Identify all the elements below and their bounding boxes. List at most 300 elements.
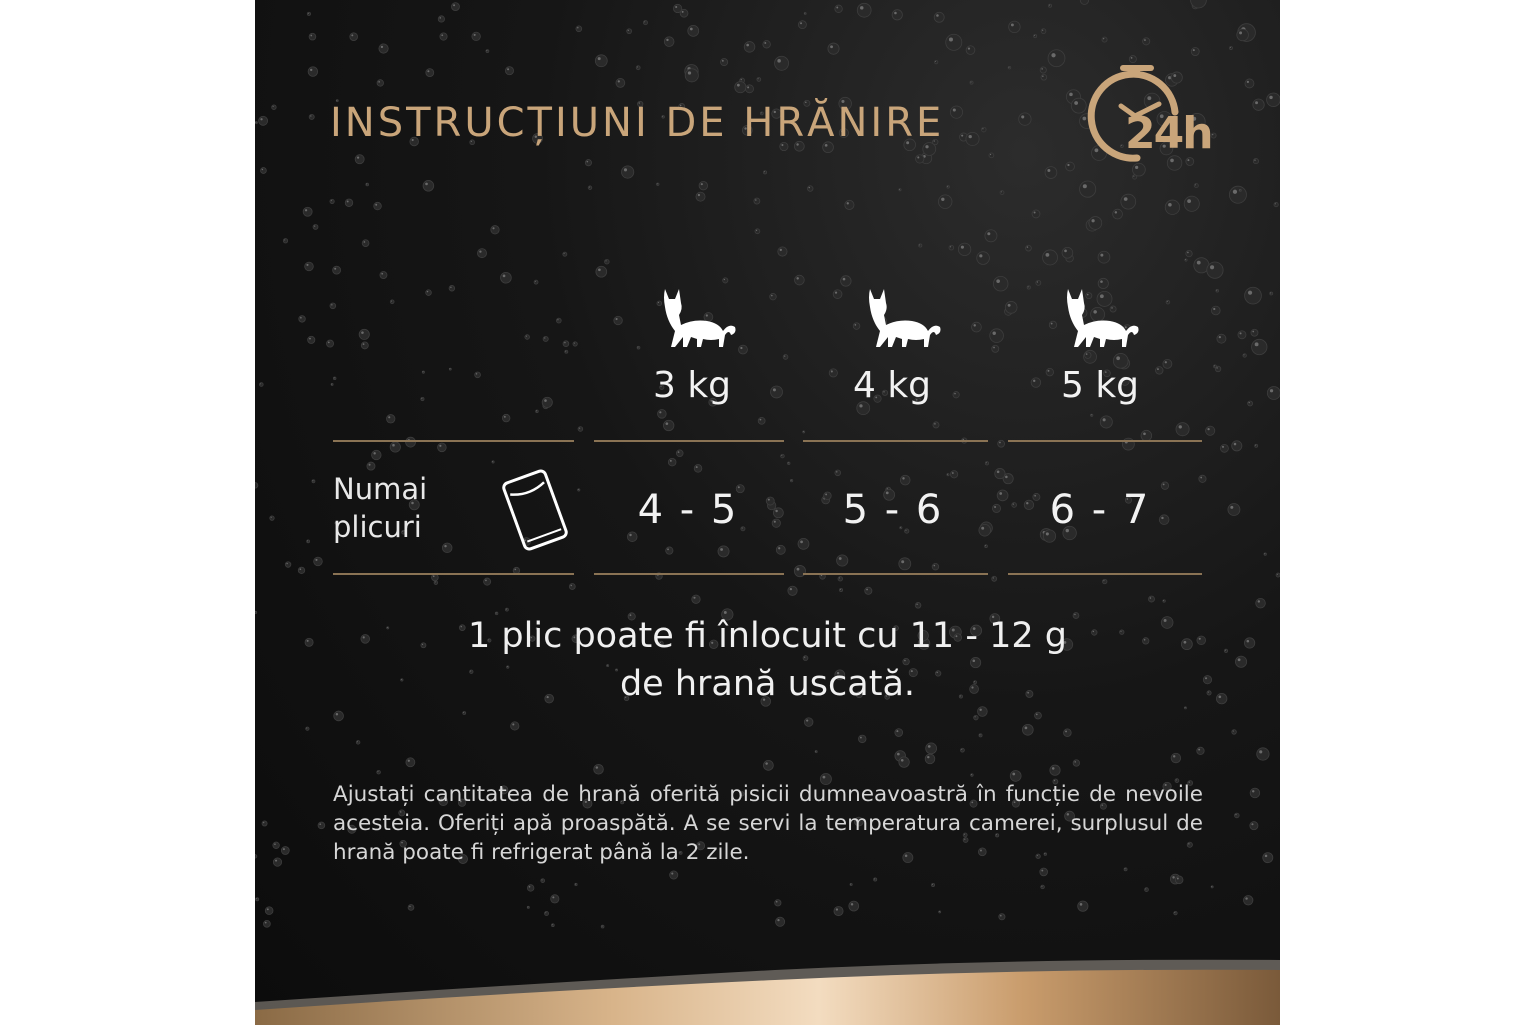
water-drop	[616, 78, 625, 87]
water-drop	[874, 878, 877, 881]
water-drop	[1040, 868, 1048, 876]
water-drop	[1026, 245, 1032, 251]
water-drop	[960, 748, 964, 752]
water-drop	[359, 329, 369, 339]
row-label-line2: plicuri	[333, 510, 422, 544]
water-drop	[992, 345, 999, 352]
water-drop	[326, 340, 333, 347]
water-drop	[534, 280, 538, 284]
water-drop	[1048, 4, 1051, 7]
water-drop	[261, 168, 267, 174]
water-drop	[551, 924, 554, 927]
water-drop	[1199, 475, 1206, 482]
weight-3kg: 3 kg	[652, 365, 732, 406]
water-drop	[643, 21, 647, 25]
substitution-note	[255, 612, 1280, 708]
water-drop	[374, 202, 382, 210]
water-drop	[1041, 885, 1045, 889]
water-drop	[694, 465, 702, 473]
water-drop	[770, 293, 777, 300]
water-drop	[933, 422, 939, 428]
water-drop	[551, 895, 559, 903]
water-drop	[536, 410, 539, 413]
water-drop	[835, 470, 841, 476]
water-drop	[502, 414, 510, 422]
water-drop	[763, 760, 773, 770]
water-drop	[676, 450, 683, 457]
water-drop	[950, 106, 962, 118]
cat-icon	[862, 285, 942, 351]
water-drop	[685, 69, 698, 82]
water-drop	[947, 474, 949, 476]
water-drop	[472, 32, 481, 41]
water-drop	[841, 276, 852, 287]
water-drop	[1186, 250, 1192, 256]
water-drop	[776, 545, 785, 554]
water-drop	[835, 5, 843, 13]
water-drop	[790, 479, 792, 481]
water-drop	[423, 180, 434, 191]
water-drop	[939, 911, 941, 913]
water-drop	[783, 355, 788, 360]
water-drop	[1064, 729, 1072, 737]
water-drop	[658, 410, 667, 419]
water-drop	[798, 538, 809, 549]
water-drop	[255, 122, 257, 124]
water-drop	[272, 105, 277, 110]
water-drop	[931, 883, 934, 886]
water-drop	[807, 186, 813, 192]
water-drop	[588, 186, 592, 190]
water-drop	[763, 171, 766, 174]
water-drop	[977, 252, 990, 265]
water-drop	[657, 183, 660, 186]
water-drop	[330, 199, 334, 203]
water-drop	[992, 576, 997, 581]
page-title: INSTRUCȚIUNI DE HRĂNIRE	[330, 100, 945, 146]
water-drop	[1143, 38, 1150, 45]
water-drop	[1245, 287, 1262, 304]
cat-icon	[657, 285, 737, 351]
water-drop	[804, 718, 813, 727]
water-drop	[1045, 167, 1057, 179]
water-drop	[926, 743, 937, 754]
water-drop	[273, 842, 280, 849]
water-drop	[949, 245, 954, 250]
substitution-note-line2: de hrană uscată.	[619, 664, 916, 704]
cat-icon	[1060, 285, 1140, 351]
water-drop	[1257, 748, 1269, 760]
water-drop	[795, 275, 805, 285]
water-drop	[621, 166, 633, 178]
water-drop	[1036, 280, 1041, 285]
water-drop	[981, 127, 986, 132]
water-drop	[563, 252, 567, 256]
portion-3kg: 4 - 5	[637, 487, 739, 533]
water-drop	[1228, 503, 1240, 515]
water-drop	[380, 271, 387, 278]
water-drop	[307, 12, 310, 15]
water-drop	[1229, 186, 1246, 203]
water-drop	[1100, 416, 1112, 428]
water-drop	[1239, 189, 1241, 191]
water-drop	[746, 85, 754, 93]
water-drop	[1000, 191, 1004, 195]
water-drop	[362, 240, 369, 247]
water-drop	[303, 207, 312, 216]
water-drop	[345, 199, 353, 207]
water-drop	[1256, 598, 1266, 608]
water-drop	[334, 711, 344, 721]
water-drop	[664, 37, 674, 47]
water-drop	[899, 189, 901, 191]
water-drop	[406, 758, 415, 767]
water-drop	[919, 244, 922, 247]
water-drop	[273, 858, 281, 866]
water-drop	[721, 58, 728, 65]
water-drop	[998, 440, 1005, 447]
weight-4kg: 4 kg	[852, 365, 932, 406]
water-drop	[527, 906, 529, 908]
water-drop	[1238, 331, 1246, 339]
water-drop	[542, 397, 552, 407]
water-drop	[838, 576, 843, 581]
water-drop	[670, 871, 678, 879]
water-drop	[367, 462, 375, 470]
water-drop	[1234, 813, 1239, 818]
weight-5kg: 5 kg	[1060, 365, 1140, 406]
water-drop	[947, 186, 950, 189]
water-drop	[1124, 868, 1127, 871]
water-drop	[355, 155, 364, 164]
water-drop	[333, 266, 341, 274]
water-drop	[1022, 724, 1033, 735]
substitution-note-line1: 1 plic poate fi înlocuit cu 11 - 12 g	[468, 616, 1067, 656]
water-drop	[259, 116, 268, 125]
water-drop	[298, 567, 304, 573]
water-drop	[1245, 79, 1254, 88]
water-drop	[576, 26, 582, 32]
water-drop	[263, 920, 270, 927]
water-drop	[692, 595, 700, 603]
water-drop	[440, 33, 447, 40]
water-drop	[1185, 259, 1187, 261]
water-drop	[1091, 414, 1093, 416]
water-drop	[723, 278, 728, 283]
water-drop	[1102, 37, 1107, 42]
water-drop	[377, 770, 381, 774]
water-drop	[434, 581, 438, 585]
water-drop	[1098, 251, 1110, 263]
water-drop	[1220, 444, 1228, 452]
water-drop	[314, 557, 323, 566]
water-drop	[377, 80, 383, 86]
water-drop	[1043, 250, 1058, 265]
water-drop	[1005, 301, 1017, 313]
water-drop	[763, 41, 771, 49]
water-drop	[511, 722, 519, 730]
water-drop	[775, 900, 781, 906]
water-drop	[313, 224, 318, 229]
water-drop	[1163, 600, 1165, 602]
water-drop	[451, 3, 459, 11]
water-drop	[366, 183, 369, 186]
water-drop	[985, 545, 988, 548]
water-drop	[1207, 262, 1223, 278]
water-drop	[1048, 50, 1065, 67]
water-drop	[680, 9, 688, 17]
water-drop	[486, 50, 489, 53]
water-drop	[449, 285, 455, 291]
water-drop	[1211, 133, 1216, 138]
water-drop	[978, 707, 988, 717]
table-divider	[594, 440, 784, 442]
table-divider	[803, 440, 988, 442]
water-drop	[853, 323, 860, 330]
water-drop	[915, 602, 921, 608]
water-drop	[775, 56, 789, 70]
water-drop	[966, 46, 975, 55]
water-drop	[849, 901, 859, 911]
water-drop	[1089, 217, 1102, 230]
water-drop	[1255, 444, 1258, 447]
water-drop	[972, 322, 982, 332]
water-drop	[985, 462, 988, 465]
water-drop	[1171, 753, 1181, 763]
water-drop	[845, 200, 854, 209]
gold-wave-band	[255, 930, 1280, 1025]
water-drop	[798, 21, 806, 29]
water-drop	[421, 397, 424, 400]
water-drop	[1252, 339, 1267, 354]
water-drop	[1197, 747, 1204, 754]
water-drop	[1078, 901, 1088, 911]
water-drop	[281, 847, 289, 855]
water-drop	[477, 249, 486, 258]
water-drop	[899, 757, 909, 767]
water-drop	[857, 3, 871, 17]
water-drop	[1041, 74, 1047, 80]
water-drop	[1251, 329, 1258, 336]
water-drop	[971, 774, 974, 777]
water-drop	[1176, 423, 1189, 436]
water-drop	[900, 475, 910, 485]
water-drop	[426, 69, 434, 77]
water-drop	[735, 82, 746, 93]
water-drop	[585, 160, 591, 166]
water-drop	[563, 341, 569, 347]
water-drop	[1049, 321, 1056, 328]
water-drop	[663, 420, 673, 430]
water-drop	[438, 443, 447, 452]
water-drop	[1066, 162, 1075, 171]
water-drop	[422, 371, 424, 373]
water-drop	[778, 247, 787, 256]
water-drop	[408, 905, 414, 911]
water-drop	[718, 546, 729, 557]
water-drop	[833, 290, 842, 299]
water-drop	[1264, 553, 1266, 555]
water-drop	[1050, 765, 1060, 775]
water-drop	[1250, 788, 1260, 798]
water-drop	[1253, 158, 1258, 163]
water-drop	[386, 415, 394, 423]
water-drop	[372, 450, 382, 460]
water-drop	[1027, 286, 1030, 289]
water-drop	[426, 290, 432, 296]
water-drop	[985, 230, 997, 242]
water-drop	[330, 303, 336, 309]
water-drop	[449, 368, 451, 370]
water-drop	[934, 60, 937, 63]
water-drop	[989, 153, 994, 158]
water-drop	[1276, 573, 1280, 577]
water-drop	[755, 229, 760, 234]
water-drop	[997, 490, 1008, 501]
water-drop	[1216, 289, 1219, 292]
water-drop	[1267, 93, 1280, 107]
water-drop	[1062, 247, 1073, 258]
water-drop	[1250, 822, 1258, 830]
water-drop	[999, 914, 1005, 920]
row-label-line1: Numai	[333, 472, 428, 506]
water-drop	[442, 543, 452, 553]
water-drop	[666, 547, 673, 554]
water-drop	[696, 192, 705, 201]
water-drop	[1232, 441, 1242, 451]
water-drop	[306, 727, 309, 730]
water-drop	[771, 386, 783, 398]
portion-4kg: 5 - 6	[842, 487, 944, 533]
water-drop	[990, 329, 1004, 343]
water-drop	[492, 461, 494, 463]
water-drop	[995, 468, 1005, 478]
water-drop	[739, 345, 748, 354]
water-drop	[431, 574, 438, 581]
water-drop	[350, 33, 358, 41]
water-drop	[1041, 29, 1046, 34]
water-drop	[688, 25, 699, 36]
water-drop	[1237, 29, 1249, 41]
water-drop	[1032, 210, 1040, 218]
water-drop	[839, 588, 842, 591]
water-drop	[1213, 365, 1216, 368]
water-drop	[776, 917, 785, 926]
water-drop	[837, 555, 848, 566]
footer-instructions: Ajustați cantitatea de hrană oferită pisicii dumneavoastră în funcție de nevoile acesteia. Oferiți apă proaspătă. A se servi la temperatura camerei, surplusul de hrană poate fi refrigerat până la 2 zile.	[333, 782, 1203, 865]
water-drop	[1243, 354, 1246, 357]
water-drop	[1034, 35, 1037, 38]
water-drop	[299, 316, 306, 323]
water-drop	[575, 883, 577, 885]
water-drop	[356, 741, 360, 745]
water-drop	[578, 489, 580, 491]
water-drop	[1019, 113, 1031, 125]
water-drop	[501, 272, 512, 283]
table-divider	[333, 440, 574, 442]
water-drop	[309, 114, 314, 119]
water-drop	[594, 764, 604, 774]
water-drop	[1229, 46, 1232, 49]
water-drop	[307, 540, 310, 543]
water-drop	[285, 562, 291, 568]
water-drop	[390, 300, 394, 304]
water-drop	[1191, 48, 1199, 56]
water-drop	[505, 67, 513, 75]
water-drop	[308, 67, 318, 77]
water-drop	[309, 33, 316, 40]
water-drop	[270, 516, 274, 520]
water-drop	[262, 821, 267, 826]
table-divider	[803, 573, 988, 575]
water-drop	[804, 12, 806, 14]
pouch-icon	[495, 465, 575, 555]
water-drop	[390, 442, 400, 452]
water-drop	[834, 906, 843, 915]
water-drop	[1148, 596, 1154, 602]
portion-5kg: 6 - 7	[1049, 487, 1151, 533]
water-drop	[1194, 184, 1198, 188]
water-drop	[543, 336, 548, 341]
water-drop	[979, 734, 982, 737]
water-drop	[491, 226, 499, 234]
water-drop	[541, 879, 545, 883]
water-drop	[556, 318, 561, 323]
water-drop	[305, 262, 314, 271]
water-drop	[958, 243, 971, 256]
water-drop	[637, 346, 640, 349]
water-drop	[858, 735, 866, 743]
water-drop	[614, 316, 622, 324]
water-drop	[1166, 300, 1170, 304]
water-drop	[596, 266, 607, 277]
water-drop	[781, 454, 785, 458]
water-drop	[1184, 196, 1199, 211]
water-drop	[283, 239, 287, 243]
water-drop	[1073, 760, 1079, 766]
water-drop	[463, 711, 466, 714]
water-drop	[992, 504, 1000, 512]
water-drop	[627, 29, 632, 34]
water-drop	[1008, 66, 1011, 69]
water-drop	[438, 16, 444, 22]
water-drop	[925, 754, 935, 764]
water-drop	[828, 43, 839, 54]
water-drop	[815, 751, 817, 753]
water-drop	[1211, 886, 1213, 888]
water-drop	[1232, 730, 1237, 735]
table-divider	[333, 573, 574, 575]
water-drop	[895, 729, 903, 737]
water-drop	[1211, 306, 1220, 315]
water-drop	[527, 885, 534, 892]
water-drop	[312, 480, 315, 483]
water-drop	[803, 431, 805, 433]
water-drop	[255, 483, 258, 489]
water-drop	[1248, 401, 1253, 406]
water-drop	[573, 342, 577, 346]
water-drop	[525, 335, 530, 340]
water-drop	[1080, 181, 1096, 197]
water-drop	[308, 336, 315, 343]
water-drop	[744, 42, 755, 53]
water-drop	[361, 342, 368, 349]
water-drop	[265, 907, 273, 915]
water-drop	[318, 822, 325, 829]
water-drop	[333, 377, 336, 380]
water-drop	[899, 558, 911, 570]
water-drop	[1121, 194, 1136, 209]
